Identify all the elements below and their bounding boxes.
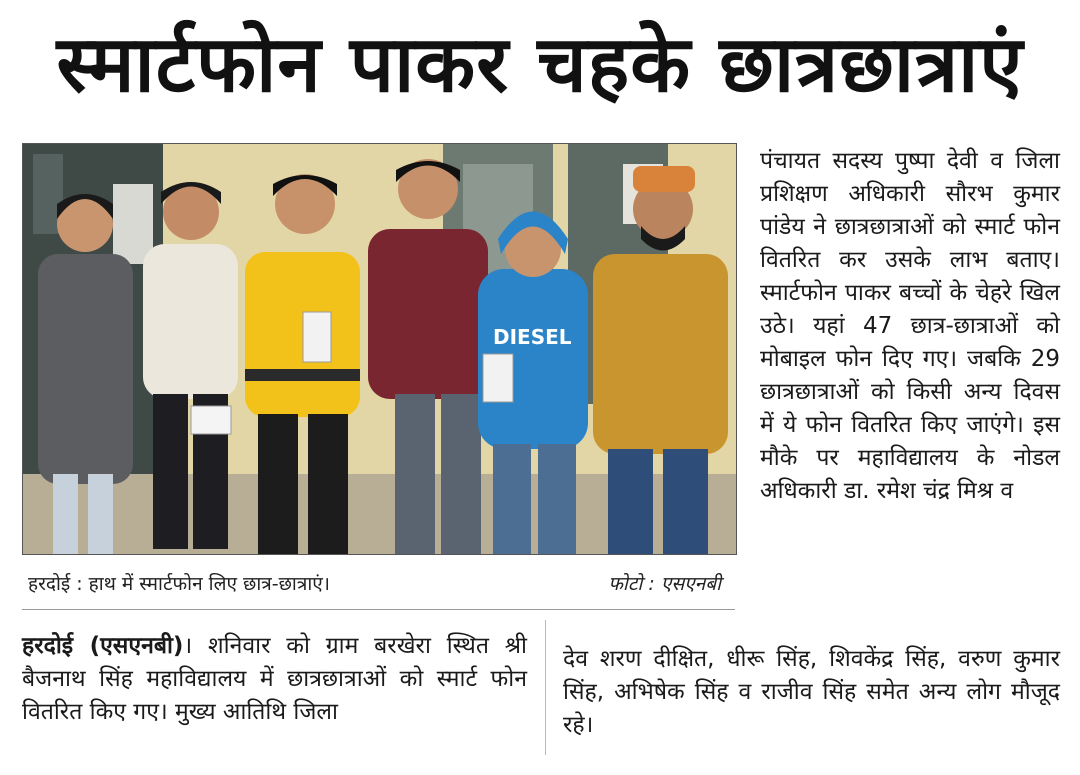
- article-bottom-right: देव शरण दीक्षित, धीरू सिंह, शिवकेंद्र सिंह, वरुण कुमार सिंह, अभिषेक सिंह व राजीव सिंह समेत अन्य लोग मौजूद रहे।: [563, 646, 1060, 738]
- smartphone-box-icon: [191, 406, 231, 434]
- dateline: हरदोई (एसएनबी): [22, 633, 184, 659]
- article-lead: । शनिवार को ग्राम बरखेरा स्थित श्री बैजनाथ सिंह महाविद्यालय में छात्रछात्राओं को स्मार्ट फोन वितरित किए गए। मुख्य आतिथि जिला: [22, 633, 527, 725]
- students-with-smartphones-illustration: [23, 144, 736, 554]
- photo-credit: फोटो : एसएनबी: [608, 573, 721, 595]
- headline: स्मार्टफोन पाकर चहके छात्रछात्राएं: [56, 20, 1024, 110]
- article-lead-column: [22, 630, 527, 760]
- notice-board: [113, 184, 153, 264]
- photo-caption: हरदोई : हाथ में स्मार्टफोन लिए छात्र-छात्राएं।: [28, 573, 330, 595]
- news-photo: [22, 143, 737, 555]
- divider-vertical: [545, 620, 546, 755]
- shirt-logo: DIESEL: [493, 325, 572, 349]
- smartphone-box-icon: [303, 312, 331, 362]
- article-right-column: पंचायत सदस्य पुष्पा देवी व जिला प्रशिक्षण अधिकारी सौरभ कुमार पांडेय ने छात्रछात्राओं को स्मार्ट फोन वितरित कर उसके लाभ बताए। स्मार्टफोन पाकर बच्चों के चेहरे खिल उठे। यहां 47 छात्र-छात्राओं को मोबाइल फोन दिए गए। जबकि 29 छात्रछात्राओं को किसी अन्य दिवस में ये फोन वितरित किए जाएंगे। इस मौके पर महाविद्यालय के नोडल अधिकारी डा. रमेश चंद्र मिश्र व: [760, 148, 1060, 504]
- photo-caption-bar: [22, 570, 735, 598]
- divider-horizontal: [22, 609, 735, 610]
- smartphone-box-icon: [483, 354, 513, 402]
